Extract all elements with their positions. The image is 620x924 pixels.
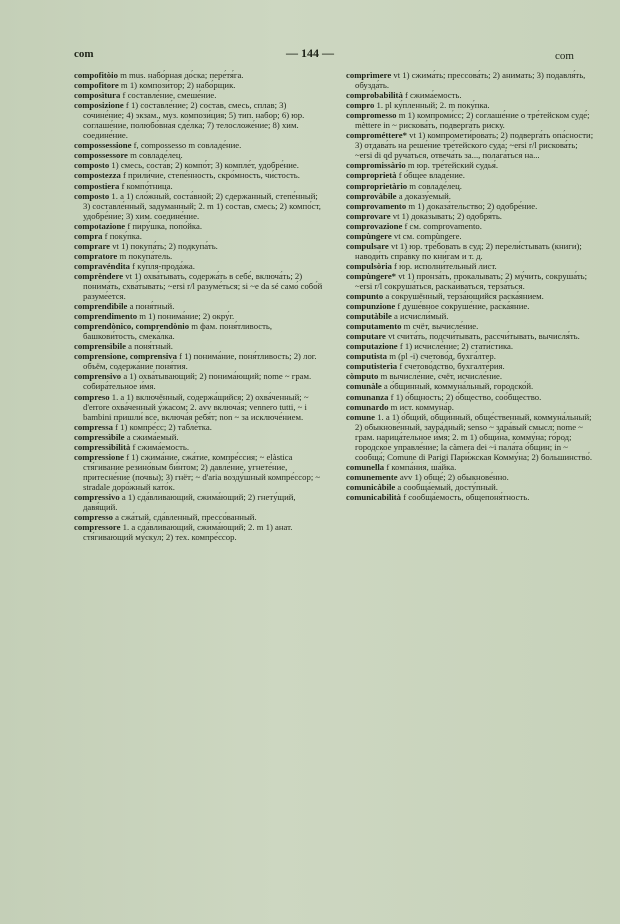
entry-headword: compro [346, 100, 375, 111]
dictionary-entry [346, 160, 594, 170]
entry-headword: comunicàbile [346, 481, 396, 492]
entry-headword: compratore [74, 250, 118, 261]
dictionary-entry [74, 512, 324, 522]
entry-headword: computista [346, 351, 388, 362]
dictionary-entry [346, 271, 594, 291]
entry-headword: comprométtere* [346, 130, 407, 141]
entry-definition: a 1) сда́вливающий, сжима́ющий; 2) гнету́щий, давя́щий. [83, 491, 296, 513]
entry-definition: 1. a 1) о́бщий, общи́нный, обще́ственный, коммуна́льный; 2) обыкнове́нный, заура́дный; senso ~ здра́вый смысл; nome ~ грам. нарица́тельное и́мя; 2. m 1) общи́на, комму́на; го́род; городско́е управле́ние; la càmera dei ~i пала́та о́бщин; in ~ сообща́; Comune di Parigi Пари́жская Комму́на; 2) большинство́. [355, 411, 593, 462]
entry-definition: m совладе́лец. [407, 180, 462, 191]
entry-definition: f сжима́емость. [402, 90, 462, 101]
entry-definition: f 1) составле́ние; 2) состав, смесь, сплав; 3) сочине́ние; 4) экзам., муз. компози́ция; 5) тип. набор; 6) юр. соглаше́ние, полюбо́вная сде́лка; 7) телосложе́ние; 8) хим. соедине́ние. [83, 100, 305, 141]
entry-headword: composto [74, 190, 110, 201]
entry-definition: f компа́ния, ша́йка. [384, 461, 457, 472]
entry-definition: m ист. коммуна́р. [388, 401, 454, 412]
entry-headword: compostiera [74, 180, 120, 191]
entry-headword: comprendimento [74, 311, 138, 322]
entry-headword: computamento [346, 321, 402, 332]
entry-definition: vt 1) компромети́ровать; 2) подверга́ть опа́сности; 3) отдава́ть на реше́ние тре́тейского суда́; ~ersi r/l рискова́ть; ~ersi di qd руча́ться, отвеча́ть за..., полага́ться на... [355, 130, 594, 161]
dictionary-entry [74, 221, 324, 231]
entry-headword: compresso [74, 512, 113, 523]
dictionary-entry [346, 201, 594, 211]
entry-definition: vt 1) сжима́ть; прессова́ть; 2) анимать; 3) подавля́ть, обузда́ть. [355, 70, 586, 91]
dictionary-entry [346, 412, 594, 462]
entry-definition: a сокрушённый, терза́ющийся раска́янием. [383, 291, 544, 302]
entry-headword: composto [74, 160, 110, 171]
dictionary-entry [74, 170, 324, 180]
entry-definition: f компо́тница. [119, 180, 173, 191]
entry-definition: m юр. тре́тейский судья́. [405, 160, 499, 171]
entry-definition: f сообща́емость, общепоня́тность. [401, 491, 530, 502]
entry-definition: f см. comprovamento. [402, 220, 482, 231]
entry-headword: comprobabilità [346, 90, 403, 101]
entry-headword: compressione [74, 451, 125, 462]
entry-definition: vt 1) дока́зывать; 2) одобря́ть. [390, 210, 502, 221]
dictionary-entry [74, 241, 324, 251]
entry-definition: m 1) компози́тор; 2) набо́рщик. [118, 80, 236, 91]
dictionary-entry [346, 191, 594, 201]
entry-definition: 1. a сда́вливающий, сжима́ющий; 2. m 1) анат. стя́гивающий му́скул; 2) тех. компре́ссор. [83, 522, 293, 543]
entry-definition: avv 1) обще́; 2) обыкнове́нно. [397, 471, 509, 482]
dictionary-entry [74, 261, 324, 271]
entry-headword: compotazione [74, 220, 126, 231]
entry-definition: f пиру́шка, попо́йка. [125, 220, 202, 231]
entry-definition: vt 1) юр. тре́бовать в суд; 2) перели́стывать (книги); наводи́ть спра́вку по кни́гам и т. д. [355, 240, 582, 261]
entry-headword: compromissàrio [346, 160, 406, 171]
entry-headword: compofitòio [74, 70, 118, 80]
entry-definition: 1. pl ку́пленный; 2. m поку́пка. [374, 100, 490, 111]
entry-headword: comprìmere [346, 70, 392, 80]
entry-definition: 1. a 1) сло́жный, соста́вной; 2) сдержанный, степе́нный; 3) составле́нный, задуманный; 2. m 1) состав, смесь; 2) компо́ст, удобре́ние; 3) хим. соедине́ние. [83, 190, 321, 221]
entry-definition: m счёт, вычисле́ние. [401, 321, 479, 332]
entry-definition: m вычисле́ние, счёт, исчисле́ние. [378, 371, 503, 382]
entry-headword: compulsòria [346, 260, 392, 271]
entry-headword: comprovare [346, 210, 391, 221]
entry-headword: comprèndere [74, 270, 124, 281]
dictionary-entry [74, 90, 324, 100]
entry-definition: 1) смесь, соста́в; 2) компо́т; 3) компле́т, удобре́ние. [109, 160, 299, 171]
entry-definition: m 1) компроми́сс; 2) соглаше́ние о тре́тейском суде́; mèttere in ~ рискова́ть, подверга́ть риску. [355, 110, 590, 131]
entry-headword: compùngere* [346, 270, 397, 281]
dictionary-entry [74, 160, 324, 170]
entry-headword: comunella [346, 461, 385, 472]
entry-headword: compossessore [74, 150, 128, 161]
dictionary-entry [74, 392, 324, 422]
entry-headword: comprensìbile [74, 341, 126, 352]
entry-headword: compravéndita [74, 260, 130, 271]
entry-definition: f ку́пля-прода́жа. [129, 260, 195, 271]
entry-definition: vt 1) покупа́ть; 2) подкупа́ть. [110, 240, 218, 251]
entry-definition: f, compossesso m совладе́ние. [131, 140, 242, 151]
entry-definition: f поку́пка. [102, 230, 142, 241]
dictionary-entry [346, 492, 594, 502]
entry-definition: a доказу́емый. [396, 190, 451, 201]
entry-headword: comunicabilità [346, 491, 402, 502]
entry-headword: computare [346, 331, 386, 342]
entry-headword: comprovamento [346, 200, 407, 211]
page-header [0, 44, 620, 64]
entry-definition: a сжа́тый, сда́вленный, прессо́ванный. [112, 512, 257, 523]
entry-headword: comproprietàrio [346, 180, 408, 191]
dictionary-entry [74, 80, 324, 90]
entry-headword: compressore [74, 522, 121, 533]
entry-headword: compunto [346, 291, 384, 302]
entry-definition: m mus. набо́рная до́ска; пере́тя́га. [117, 70, 244, 80]
entry-headword: comunanza [346, 391, 389, 402]
entry-headword: computàbile [346, 311, 392, 322]
entry-headword: comproprietà [346, 170, 397, 181]
dictionary-entry [74, 341, 324, 351]
entry-headword: computisterìa [346, 361, 398, 372]
entry-definition: f 1) о́бщность; 2) о́бщество, соо́бщество. [388, 391, 542, 402]
entry-definition: vt счита́ть, подсчи́тывать, рассчи́тывать, вычисля́ть. [385, 331, 580, 342]
dictionary-entry [346, 311, 594, 321]
entry-headword: compressìbile [74, 431, 125, 442]
dictionary-entry [346, 381, 594, 391]
entry-definition: f прили́чие, степе́нность, скро́мность, чи́стость. [120, 170, 300, 181]
entry-definition: a сжима́емый. [124, 431, 179, 442]
entry-definition: vt см. compùngere. [391, 230, 462, 241]
entry-definition: m совладе́лец. [127, 150, 183, 161]
dictionary-entry [346, 301, 594, 311]
dictionary-entry [74, 522, 324, 542]
entry-headword: comprovazione [346, 220, 403, 231]
entry-definition: f 1) компре́сс; 2) табле́тка. [112, 421, 212, 432]
entry-definition: a поня́тный. [125, 341, 173, 352]
dictionary-entry [346, 351, 594, 361]
entry-definition: m (pl -i) счетово́д, бухга́лтер. [387, 351, 496, 362]
dictionary-entry [346, 100, 594, 110]
entry-definition: f сжима́емость. [130, 441, 190, 452]
dictionary-entry [346, 361, 594, 371]
entry-headword: compùngere [346, 230, 392, 241]
entry-headword: computazione [346, 341, 398, 352]
entry-headword: compressa [74, 421, 113, 432]
entry-definition: m покупа́тель. [117, 250, 173, 261]
entry-headword: comprovàbile [346, 190, 397, 201]
entry-definition: f душе́вное сокруше́ние, раска́яние. [395, 301, 530, 312]
dictionary-entry [74, 432, 324, 442]
dictionary-entry [346, 70, 594, 90]
dictionary-entry [346, 291, 594, 301]
right-column [346, 70, 594, 502]
dictionary-entry [74, 70, 324, 80]
entry-headword: comune [346, 411, 375, 422]
dictionary-entry [346, 170, 594, 180]
dictionary-entry [346, 482, 594, 492]
entry-headword: compra [74, 230, 103, 241]
entry-headword: compressibilità [74, 441, 131, 452]
dictionary-entry [346, 181, 594, 191]
entry-definition: a 1) охва́тывающий; 2) понима́ющий; nome ~ грам. собира́тельное и́мя. [83, 371, 312, 392]
header-left-guideword: com [74, 48, 94, 60]
entry-definition: m фам. поня́тливость, башкови́тость, смека́лка. [83, 321, 273, 342]
dictionary-entry [74, 150, 324, 160]
entry-headword: comprare [74, 240, 111, 251]
entry-definition: f счетово́дство, бухгалте́рия. [397, 361, 505, 372]
dictionary-entry [346, 231, 594, 241]
header-right-guideword: com [555, 50, 574, 62]
entry-definition: 1. a 1) включённый, содержа́щийся; 2) охва́ченный; ~ d'errore охва́ченный у́жасом; 2. avv включа́я; vennero tutti, ~ i bambini пришли́ все, включа́я ребя́т; non ~ за исключе́нием. [83, 391, 309, 422]
entry-definition: a поня́тный. [127, 301, 175, 312]
entry-definition: m 1) понима́ние; 2) окру́г. [137, 311, 235, 322]
dictionary-entry [74, 321, 324, 341]
entry-headword: compulsare [346, 240, 389, 251]
entry-definition: vt 1) охва́тывать, содержа́ть в себе́, включа́ть; 2) понима́ть, схва́тывать; ~ersi r/l разуме́ться; si ~e da sé само́ собо́й разуме́ется. [83, 270, 323, 302]
dictionary-entry [74, 271, 324, 301]
entry-headword: comprensione, comprensiva [74, 351, 177, 362]
dictionary-entry [74, 311, 324, 321]
entry-headword: compreso [74, 391, 110, 402]
dictionary-entry [346, 221, 594, 231]
entry-definition: a сообща́емый, досту́пный. [395, 481, 498, 492]
entry-definition: f юр. исполни́тельный лист. [391, 260, 497, 271]
entry-definition: a исчисли́мый. [391, 311, 449, 322]
dictionary-entry [74, 452, 324, 492]
dictionary-entry [346, 341, 594, 351]
entry-headword: compunzione [346, 301, 396, 312]
dictionary-entry [74, 251, 324, 261]
dictionary-entry [74, 371, 324, 391]
dictionary-entry [74, 181, 324, 191]
entry-headword: comunardo [346, 401, 389, 412]
dictionary-entry [346, 321, 594, 331]
dictionary-entry [74, 422, 324, 432]
entry-definition: f о́бщее владе́ние. [396, 170, 465, 181]
dictionary-entry [346, 472, 594, 482]
dictionary-entry [74, 140, 324, 150]
entry-headword: compromesso [346, 110, 397, 121]
entry-definition: f составле́ние, смеше́ние. [120, 90, 217, 101]
dictionary-entry [346, 110, 594, 130]
dictionary-entry [74, 301, 324, 311]
dictionary-entry [74, 231, 324, 241]
dictionary-entry [346, 331, 594, 341]
left-column [74, 70, 324, 542]
entry-headword: comunàle [346, 381, 382, 392]
dictionary-entry [346, 130, 594, 160]
dictionary-entry [346, 261, 594, 271]
entry-headword: comprendònico, comprendònio [74, 321, 190, 332]
entry-headword: compressivo [74, 491, 120, 502]
dictionary-entry [346, 90, 594, 100]
dictionary-entry [346, 392, 594, 402]
dictionary-entry [74, 191, 324, 221]
entry-headword: compostezza [74, 170, 121, 181]
entry-headword: compossessione [74, 140, 132, 151]
entry-headword: còmputo [346, 371, 379, 382]
entry-headword: composìtura [74, 90, 121, 101]
entry-definition: f 1) исчисле́ние; 2) стати́стика. [397, 341, 514, 352]
dictionary-entry [346, 371, 594, 381]
dictionary-entry [346, 402, 594, 412]
entry-definition: m 1) доказа́тельство; 2) одобре́ние. [406, 200, 538, 211]
entry-definition: f 1) сжима́ние, сжа́тие, компре́ссия; ~ elàstica стя́гивание резино́вым би́нтом; 2) давле́ние, угнете́ние, притесне́ние (почвы); 3) гнёт; ~ d'aria возду́шный компре́ссор; ~ stradale доро́жный като́к. [83, 451, 321, 492]
entry-definition: f 1) понима́ние, поня́тливость; 2) лог. объём, содержа́ние поня́тия. [83, 351, 317, 372]
entry-headword: comunemente [346, 471, 398, 482]
dictionary-entry [74, 351, 324, 371]
dictionary-entry [74, 492, 324, 512]
entry-headword: compofitore [74, 80, 119, 91]
entry-headword: comprensivo [74, 371, 122, 382]
dictionary-entry [346, 462, 594, 472]
entry-headword: composizione [74, 100, 124, 111]
dictionary-entry [74, 100, 324, 140]
entry-definition: vt 1) пронза́ть, прокалывать; 2) му́чить, сокруша́ть; ~ersi r/l сокруша́ться, раска́иваться, терза́ться. [355, 270, 588, 291]
page-number: — 144 — [286, 46, 334, 60]
entry-headword: comprendìbile [74, 301, 128, 312]
dictionary-entry [346, 211, 594, 221]
entry-definition: a о́бщинный, коммуна́льный, городско́й. [381, 381, 534, 392]
dictionary-entry [74, 442, 324, 452]
dictionary-entry [346, 241, 594, 261]
